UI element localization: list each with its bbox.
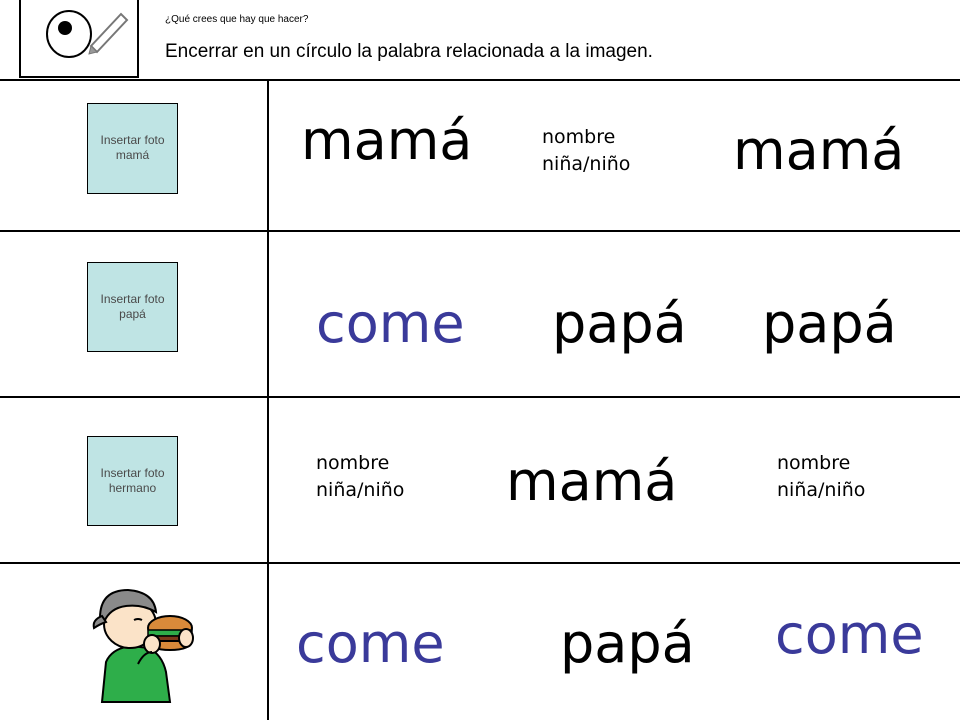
word-option-name[interactable] — [316, 450, 404, 504]
word-line2: niña/niño — [542, 153, 631, 175]
photo-placeholder-papa[interactable] — [87, 262, 178, 352]
divider-row-2 — [0, 396, 960, 398]
circle-pencil-icon — [19, 0, 139, 78]
word-option[interactable]: come — [775, 603, 924, 666]
word-option[interactable]: mamá — [301, 109, 473, 172]
word-option[interactable]: come — [296, 612, 445, 675]
photo-label-line1: Insertar foto — [100, 133, 165, 147]
word-line2: niña/niño — [316, 479, 405, 501]
divider-vertical — [267, 80, 269, 720]
header-question: ¿Qué crees que hay que hacer? — [165, 14, 309, 25]
word-option[interactable]: come — [316, 292, 465, 355]
word-option-name[interactable] — [777, 450, 865, 504]
divider-row-3 — [0, 562, 960, 564]
photo-label-line1: Insertar foto — [100, 292, 165, 306]
divider-row-1 — [0, 230, 960, 232]
word-option[interactable]: mamá — [733, 119, 905, 182]
header-instruction: Encerrar en un círculo la palabra relacionada a la imagen. — [165, 41, 653, 62]
photo-label-line1: Insertar foto — [100, 466, 165, 480]
photo-label-line2: papá — [119, 307, 146, 321]
word-option[interactable]: papá — [762, 292, 897, 355]
word-line1: nombre — [777, 452, 851, 474]
child-eating-burger-icon — [82, 582, 200, 708]
word-option-name[interactable] — [542, 124, 630, 178]
word-line2: niña/niño — [777, 479, 866, 501]
word-option[interactable]: papá — [560, 612, 695, 675]
photo-label-line2: hermano — [108, 481, 157, 495]
word-option[interactable]: mamá — [506, 450, 678, 513]
circle-with-pencil-icon — [21, 0, 137, 78]
photo-label-line2: mamá — [115, 148, 150, 162]
photo-placeholder-hermano[interactable] — [87, 436, 178, 526]
word-line1: nombre — [542, 126, 616, 148]
photo-placeholder-mama[interactable] — [87, 103, 178, 194]
word-line1: nombre — [316, 452, 390, 474]
word-option[interactable]: papá — [552, 292, 687, 355]
divider-top — [0, 79, 960, 81]
